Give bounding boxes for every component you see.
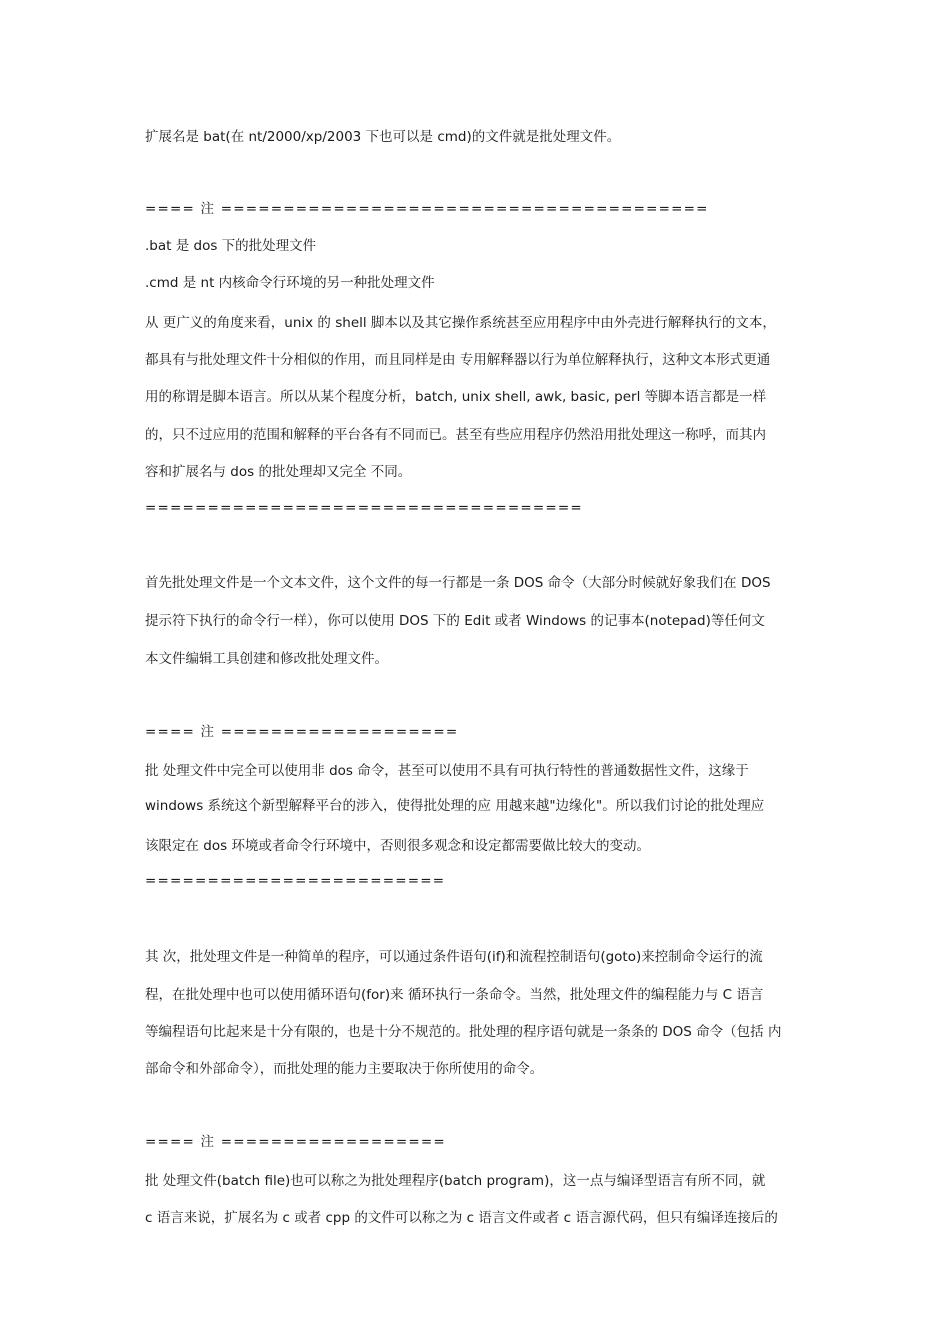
note1-line-7: 容和扩展名与 dos 的批处理却又完全 不同。 <box>145 464 412 480</box>
para1-line-1: 首先批处理文件是一个文本文件，这个文件的每一行都是一条 DOS 命令（大部分时候就好象我们在 DOS <box>145 575 771 591</box>
para1-line-3: 本文件编辑工具创建和修改批处理文件。 <box>145 651 388 667</box>
para2-line-4: 部命令和外部命令），而批处理的能力主要取决于你所使用的命令。 <box>145 1061 544 1077</box>
note3-line-1: 批 处理文件(batch file)也可以称之为批处理程序(batch program)，这一点与编译型语言有所不同，就 <box>145 1173 766 1189</box>
note2-line-2: windows 系统这个新型解释平台的涉入，使得批处理的应 用越来越"边缘化"。所以我们讨论的批处理应 <box>145 798 765 814</box>
note-footer-1: =================================== <box>145 500 583 516</box>
note-header-2: ==== 注 =================== <box>145 724 459 740</box>
para2-line-1: 其 次，批处理文件是一种简单的程序，可以通过条件语句(if)和流程控制语句(goto)来控制命令运行的流 <box>145 949 763 965</box>
note-header-1: ==== 注 ======================================= <box>145 201 709 217</box>
note2-line-1: 批 处理文件中完全可以使用非 dos 命令，甚至可以使用不具有可执行特性的普通数据性文件，这缘于 <box>145 763 749 779</box>
note-header-3: ==== 注 ================== <box>145 1134 446 1150</box>
note1-line-3: 从 更广义的角度来看，unix 的 shell 脚本以及其它操作系统甚至应用程序中由外壳进行解释执行的文本， <box>145 315 776 331</box>
para1-line-2: 提示符下执行的命令行一样），你可以使用 DOS 下的 Edit 或者 Windows 的记事本(notepad)等任何文 <box>145 613 765 629</box>
note1-line-6: 的，只不过应用的范围和解释的平台各有不同而已。甚至有些应用程序仍然沿用批处理这一称呼，而其内 <box>145 427 766 443</box>
para2-line-3: 等编程语句比起来是十分有限的，也是十分不规范的。批处理的程序语句就是一条条的 DOS 命令（包括 内 <box>145 1024 782 1040</box>
note-footer-2: ======================== <box>145 873 446 889</box>
intro-paragraph: 扩展名是 bat(在 nt/2000/xp/2003 下也可以是 cmd)的文件就是批处理文件。 <box>145 129 621 145</box>
note1-line-2: .cmd 是 nt 内核命令行环境的另一种批处理文件 <box>145 275 435 291</box>
para2-line-2: 程，在批处理中也可以使用循环语句(for)来 循环执行一条命令。当然，批处理文件的编程能力与 C 语言 <box>145 987 764 1003</box>
note2-line-3: 该限定在 dos 环境或者命令行环境中，否则很多观念和设定都需要做比较大的变动。 <box>145 838 650 854</box>
note3-line-2: c 语言来说，扩展名为 c 或者 cpp 的文件可以称之为 c 语言文件或者 c 语言源代码，但只有编译连接后的 <box>145 1210 778 1226</box>
note1-line-5: 用的称谓是脚本语言。所以从某个程度分析，batch, unix shell, awk, basic, perl 等脚本语言都是一样 <box>145 389 767 405</box>
note1-line-4: 都具有与批处理文件十分相似的作用，而且同样是由 专用解释器以行为单位解释执行，这种文本形式更通 <box>145 352 771 368</box>
note1-line-1: .bat 是 dos 下的批处理文件 <box>145 238 317 254</box>
